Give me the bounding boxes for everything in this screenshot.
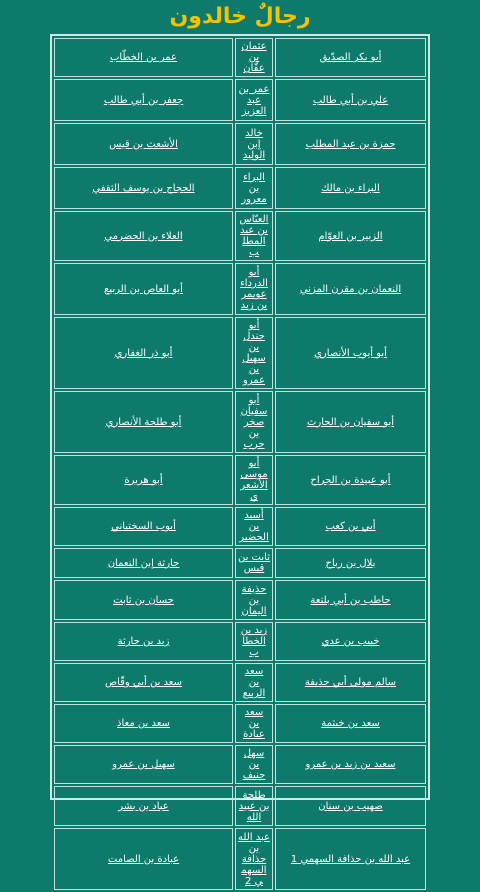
table-row bbox=[54, 455, 426, 505]
table-row bbox=[54, 391, 426, 453]
name-link-left[interactable]: حسان بن ثابت bbox=[54, 580, 233, 620]
table-row bbox=[54, 263, 426, 315]
name-link-right[interactable]: الزبير بن العوّام bbox=[275, 211, 426, 261]
name-link-left[interactable]: العلاء بن الحضرمي bbox=[54, 211, 233, 261]
table-row bbox=[54, 167, 426, 209]
table-row bbox=[54, 704, 426, 743]
name-link-left[interactable]: أيوب السختياني bbox=[54, 507, 233, 546]
name-link-left[interactable]: أبو هريرة bbox=[54, 455, 233, 505]
name-link-right[interactable]: علي بن أبي طالب bbox=[275, 79, 426, 121]
name-link-middle[interactable]: سهل بن حنيف bbox=[235, 745, 273, 784]
table-row bbox=[54, 663, 426, 702]
name-link-middle[interactable]: خالد إبن الوليد bbox=[235, 123, 273, 165]
name-link-left[interactable]: عبادة بن الصامت bbox=[54, 828, 233, 890]
name-link-middle[interactable]: البراء بن معرور bbox=[235, 167, 273, 209]
name-link-right[interactable]: حمزة بن عبد المطلب bbox=[275, 123, 426, 165]
name-link-right[interactable]: أبو أيوب الأنصاري bbox=[275, 317, 426, 389]
name-link-left[interactable]: عمر بن الخطّاب bbox=[54, 38, 233, 77]
name-link-middle[interactable]: عبد الله بن حذافة السهمي 2 bbox=[235, 828, 273, 890]
name-link-middle[interactable]: أبو سفيان صخر بن حرب bbox=[235, 391, 273, 453]
name-link-middle[interactable]: عمر بن عبد العزيز bbox=[235, 79, 273, 121]
table-row bbox=[54, 123, 426, 165]
name-link-right[interactable]: أبو سفيان بن الحارث bbox=[275, 391, 426, 453]
name-link-left[interactable]: أبو طلحة الأنصاري bbox=[54, 391, 233, 453]
table-row bbox=[54, 786, 426, 826]
name-link-left[interactable]: جعفر بن أبي طالب bbox=[54, 79, 233, 121]
name-link-middle[interactable]: العبّاس بن عبد المطلب bbox=[235, 211, 273, 261]
table-row bbox=[54, 580, 426, 620]
name-link-right[interactable]: النعمان بن مقرن المزني bbox=[275, 263, 426, 315]
table-row bbox=[54, 828, 426, 890]
table-row bbox=[54, 79, 426, 121]
name-link-right[interactable]: أبي بن كعب bbox=[275, 507, 426, 546]
name-link-right[interactable]: حاطب بن أبي بلتعة bbox=[275, 580, 426, 620]
name-link-right[interactable]: سعيد بن زيد بن عمرو bbox=[275, 745, 426, 784]
table-row bbox=[54, 317, 426, 389]
table-row bbox=[54, 38, 426, 77]
name-link-middle[interactable]: طلحة بن عبيد الله bbox=[235, 786, 273, 826]
table-row bbox=[54, 548, 426, 578]
names-table bbox=[52, 36, 428, 892]
name-link-left[interactable]: عباد بن بشر bbox=[54, 786, 233, 826]
table-row bbox=[54, 211, 426, 261]
name-link-left[interactable]: الحجاج بن يوسف الثقفي bbox=[54, 167, 233, 209]
name-link-left[interactable]: زيد بن حارثة bbox=[54, 622, 233, 661]
page-title: رجالٌ خالدون bbox=[169, 4, 311, 29]
name-link-right[interactable]: صهيب بن سنان bbox=[275, 786, 426, 826]
name-link-right[interactable]: أبو عبيدة بن الجراح bbox=[275, 455, 426, 505]
name-link-middle[interactable]: ثابت بن قيس bbox=[235, 548, 273, 578]
name-link-middle[interactable]: عثمان بن عفّان bbox=[235, 38, 273, 77]
name-link-left[interactable]: سعد بن معاذ bbox=[54, 704, 233, 743]
name-link-left[interactable]: سعد بن أبي وقّاص bbox=[54, 663, 233, 702]
name-link-left[interactable]: أبو العاص بن الربيع bbox=[54, 263, 233, 315]
name-link-middle[interactable]: أبو جندل بن سهيل بن عمرو bbox=[235, 317, 273, 389]
name-link-right[interactable]: البراء بن مالك bbox=[275, 167, 426, 209]
name-link-left[interactable]: أبو ذر الغفاري bbox=[54, 317, 233, 389]
name-link-middle[interactable]: سعد بن عبادة bbox=[235, 704, 273, 743]
table-row bbox=[54, 745, 426, 784]
table-row bbox=[54, 507, 426, 546]
name-link-middle[interactable]: أسيد بن الحضير bbox=[235, 507, 273, 546]
name-link-right[interactable]: أبو بكر الصدّيق bbox=[275, 38, 426, 77]
name-link-middle[interactable]: زيد بن الخطاب bbox=[235, 622, 273, 661]
names-table-container bbox=[50, 34, 430, 887]
name-link-left[interactable]: سهيل بن عمرو bbox=[54, 745, 233, 784]
table-row bbox=[54, 622, 426, 661]
name-link-middle[interactable]: حذيفة بن اليمان bbox=[235, 580, 273, 620]
name-link-left[interactable]: حارثة إبن النعمان bbox=[54, 548, 233, 578]
name-link-right[interactable]: سعد بن خيثمة bbox=[275, 704, 426, 743]
name-link-right[interactable]: سالم مولى أبي حذيفة bbox=[275, 663, 426, 702]
name-link-left[interactable]: الأشعث بن قيس bbox=[54, 123, 233, 165]
name-link-middle[interactable]: أبو موسى الأشعري bbox=[235, 455, 273, 505]
name-link-right[interactable]: خبيب بن عدي bbox=[275, 622, 426, 661]
name-link-right[interactable]: بلال بن رباح bbox=[275, 548, 426, 578]
name-link-middle[interactable]: سعد بن الربيع bbox=[235, 663, 273, 702]
name-link-middle[interactable]: أبو الدرداء عويمر بن زيد bbox=[235, 263, 273, 315]
name-link-right[interactable]: عبد الله بن حذافة السهمي 1 bbox=[275, 828, 426, 890]
